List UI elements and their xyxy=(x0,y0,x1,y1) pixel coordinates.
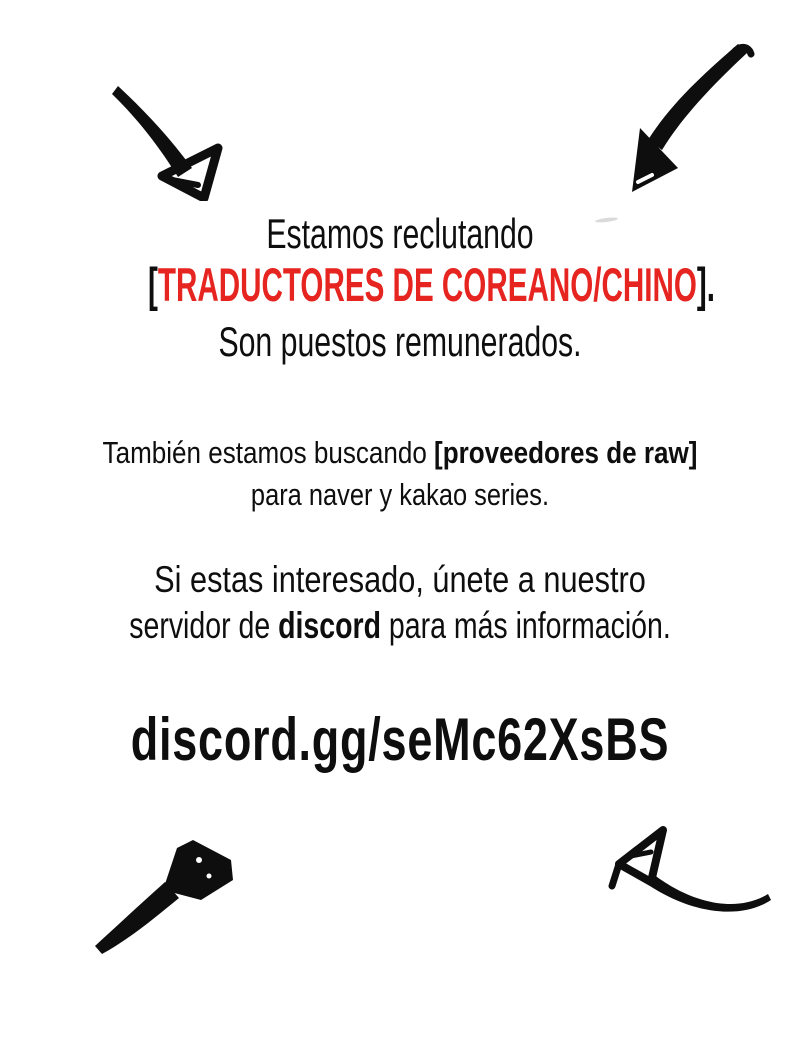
raw-search-line1 xyxy=(64,437,736,468)
recruiting-paid-note xyxy=(112,318,688,365)
recruiting-role-line xyxy=(148,258,715,311)
cta-line1 xyxy=(68,561,732,598)
discord-invite-link: discord.gg/seMc62XsBS xyxy=(130,706,670,773)
arrow-down-right-icon xyxy=(112,86,227,201)
role-bracket-open: [ xyxy=(148,258,158,311)
raw-search-line2 xyxy=(72,479,728,510)
raw-search-highlight: [proveedores de raw] xyxy=(434,435,698,470)
arrow-up-left-icon xyxy=(605,822,780,917)
role-bracket-close: ]. xyxy=(696,258,715,311)
cta-discord-highlight: discord xyxy=(278,605,381,646)
arrow-up-right-icon xyxy=(95,838,240,958)
raw-search-line2-text: para naver y kakao series. xyxy=(250,477,550,512)
discord-invite-line xyxy=(100,706,700,773)
recruiting-paid-text: Son puestos remunerados. xyxy=(218,318,582,365)
cta-line2-before: servidor de xyxy=(129,605,279,646)
arrow-down-left-icon xyxy=(620,42,755,197)
cta-line2-after: para más información. xyxy=(380,605,671,646)
recruiting-intro-text: Estamos reclutando xyxy=(266,210,534,257)
recruiting-intro xyxy=(112,210,688,257)
cta-line2 xyxy=(92,607,708,644)
raw-search-text: También estamos buscando xyxy=(102,435,435,470)
role-highlight-text: TRADUCTORES DE COREANO/CHINO xyxy=(157,258,697,311)
cta-line1-text: Si estas interesado, únete a nuestro xyxy=(154,559,646,600)
